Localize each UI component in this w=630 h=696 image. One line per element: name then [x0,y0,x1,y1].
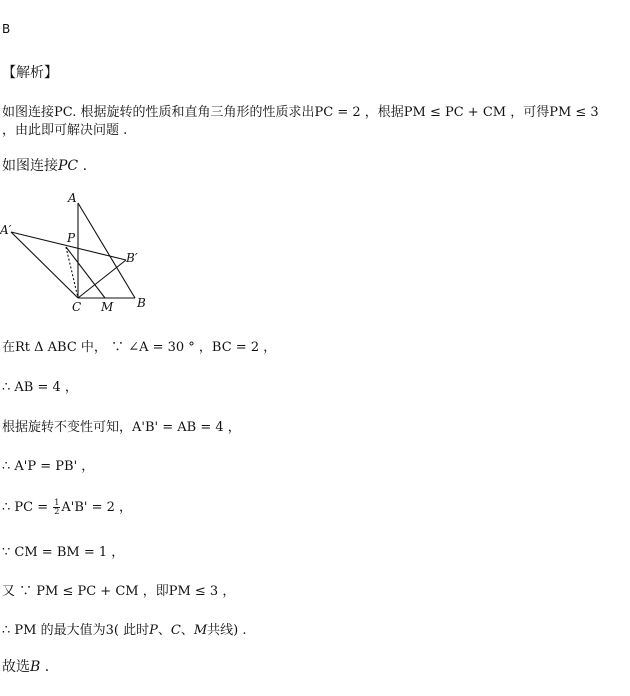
label-A-prime: A′ [0,223,12,237]
label-C: C [72,300,82,314]
connect-prefix: 如图连接 [2,158,58,174]
label-M: M [101,300,114,314]
step-8-start: ∴ PM 的最大值为3( 此时 [2,623,150,638]
label-A: A [68,191,77,205]
analysis-line-1: 如图连接PC. 根据旋转的性质和直角三角形的性质求出PC = 2 ，根据PM ≤ PC + CM ，可得PM ≤ 3 [2,105,599,120]
geometry-figure [0,190,170,315]
step-8-end: 共线) . [207,623,247,638]
fraction-denominator: 2 [54,507,60,516]
half-fraction [53,499,60,516]
conclusion [2,656,49,676]
segment-PM [66,247,105,298]
conclusion-suffix: . [40,659,50,675]
step-7: 又 ∵ PM ≤ PC + CM ，即PM ≤ 3 ， [2,584,236,599]
step-3: 根据旋转不变性可知，A'B' = AB = 4 ， [2,420,241,435]
analysis-line-2: ，由此即可解决问题 . [2,123,128,138]
label-B: B [137,296,146,310]
step-2: ∴ AB = 4 ， [2,380,78,395]
fraction-numerator: 1 [54,498,60,507]
var-C: C [170,623,181,638]
var-M: M [193,623,208,638]
answer-letter: B [2,22,11,36]
section-title: 【解析】 [2,65,58,81]
step-5 [2,496,132,516]
label-B-prime: B′ [126,251,138,265]
connect-var: PC [58,158,79,174]
connect-line [2,155,87,175]
separator: 、 [180,623,194,638]
step-5-start: ∴ PC = [2,500,53,515]
step-1: 在Rt Δ ABC 中， ∵ ∠A = 30 ° ，BC = 2 ， [2,340,277,355]
connect-suffix: . [78,158,88,174]
conclusion-var: B [30,659,41,675]
conclusion-prefix: 故选 [2,659,30,675]
step-6: ∵ CM = BM = 1 ， [2,545,125,560]
label-P: P [67,231,76,245]
separator: 、 [157,623,171,638]
segment-CBprime [78,260,126,298]
step-5-end: A'B' = 2 ， [61,500,133,515]
step-4: ∴ A'P = PB' ， [2,459,95,474]
step-8 [2,619,246,638]
var-P: P [149,623,158,638]
